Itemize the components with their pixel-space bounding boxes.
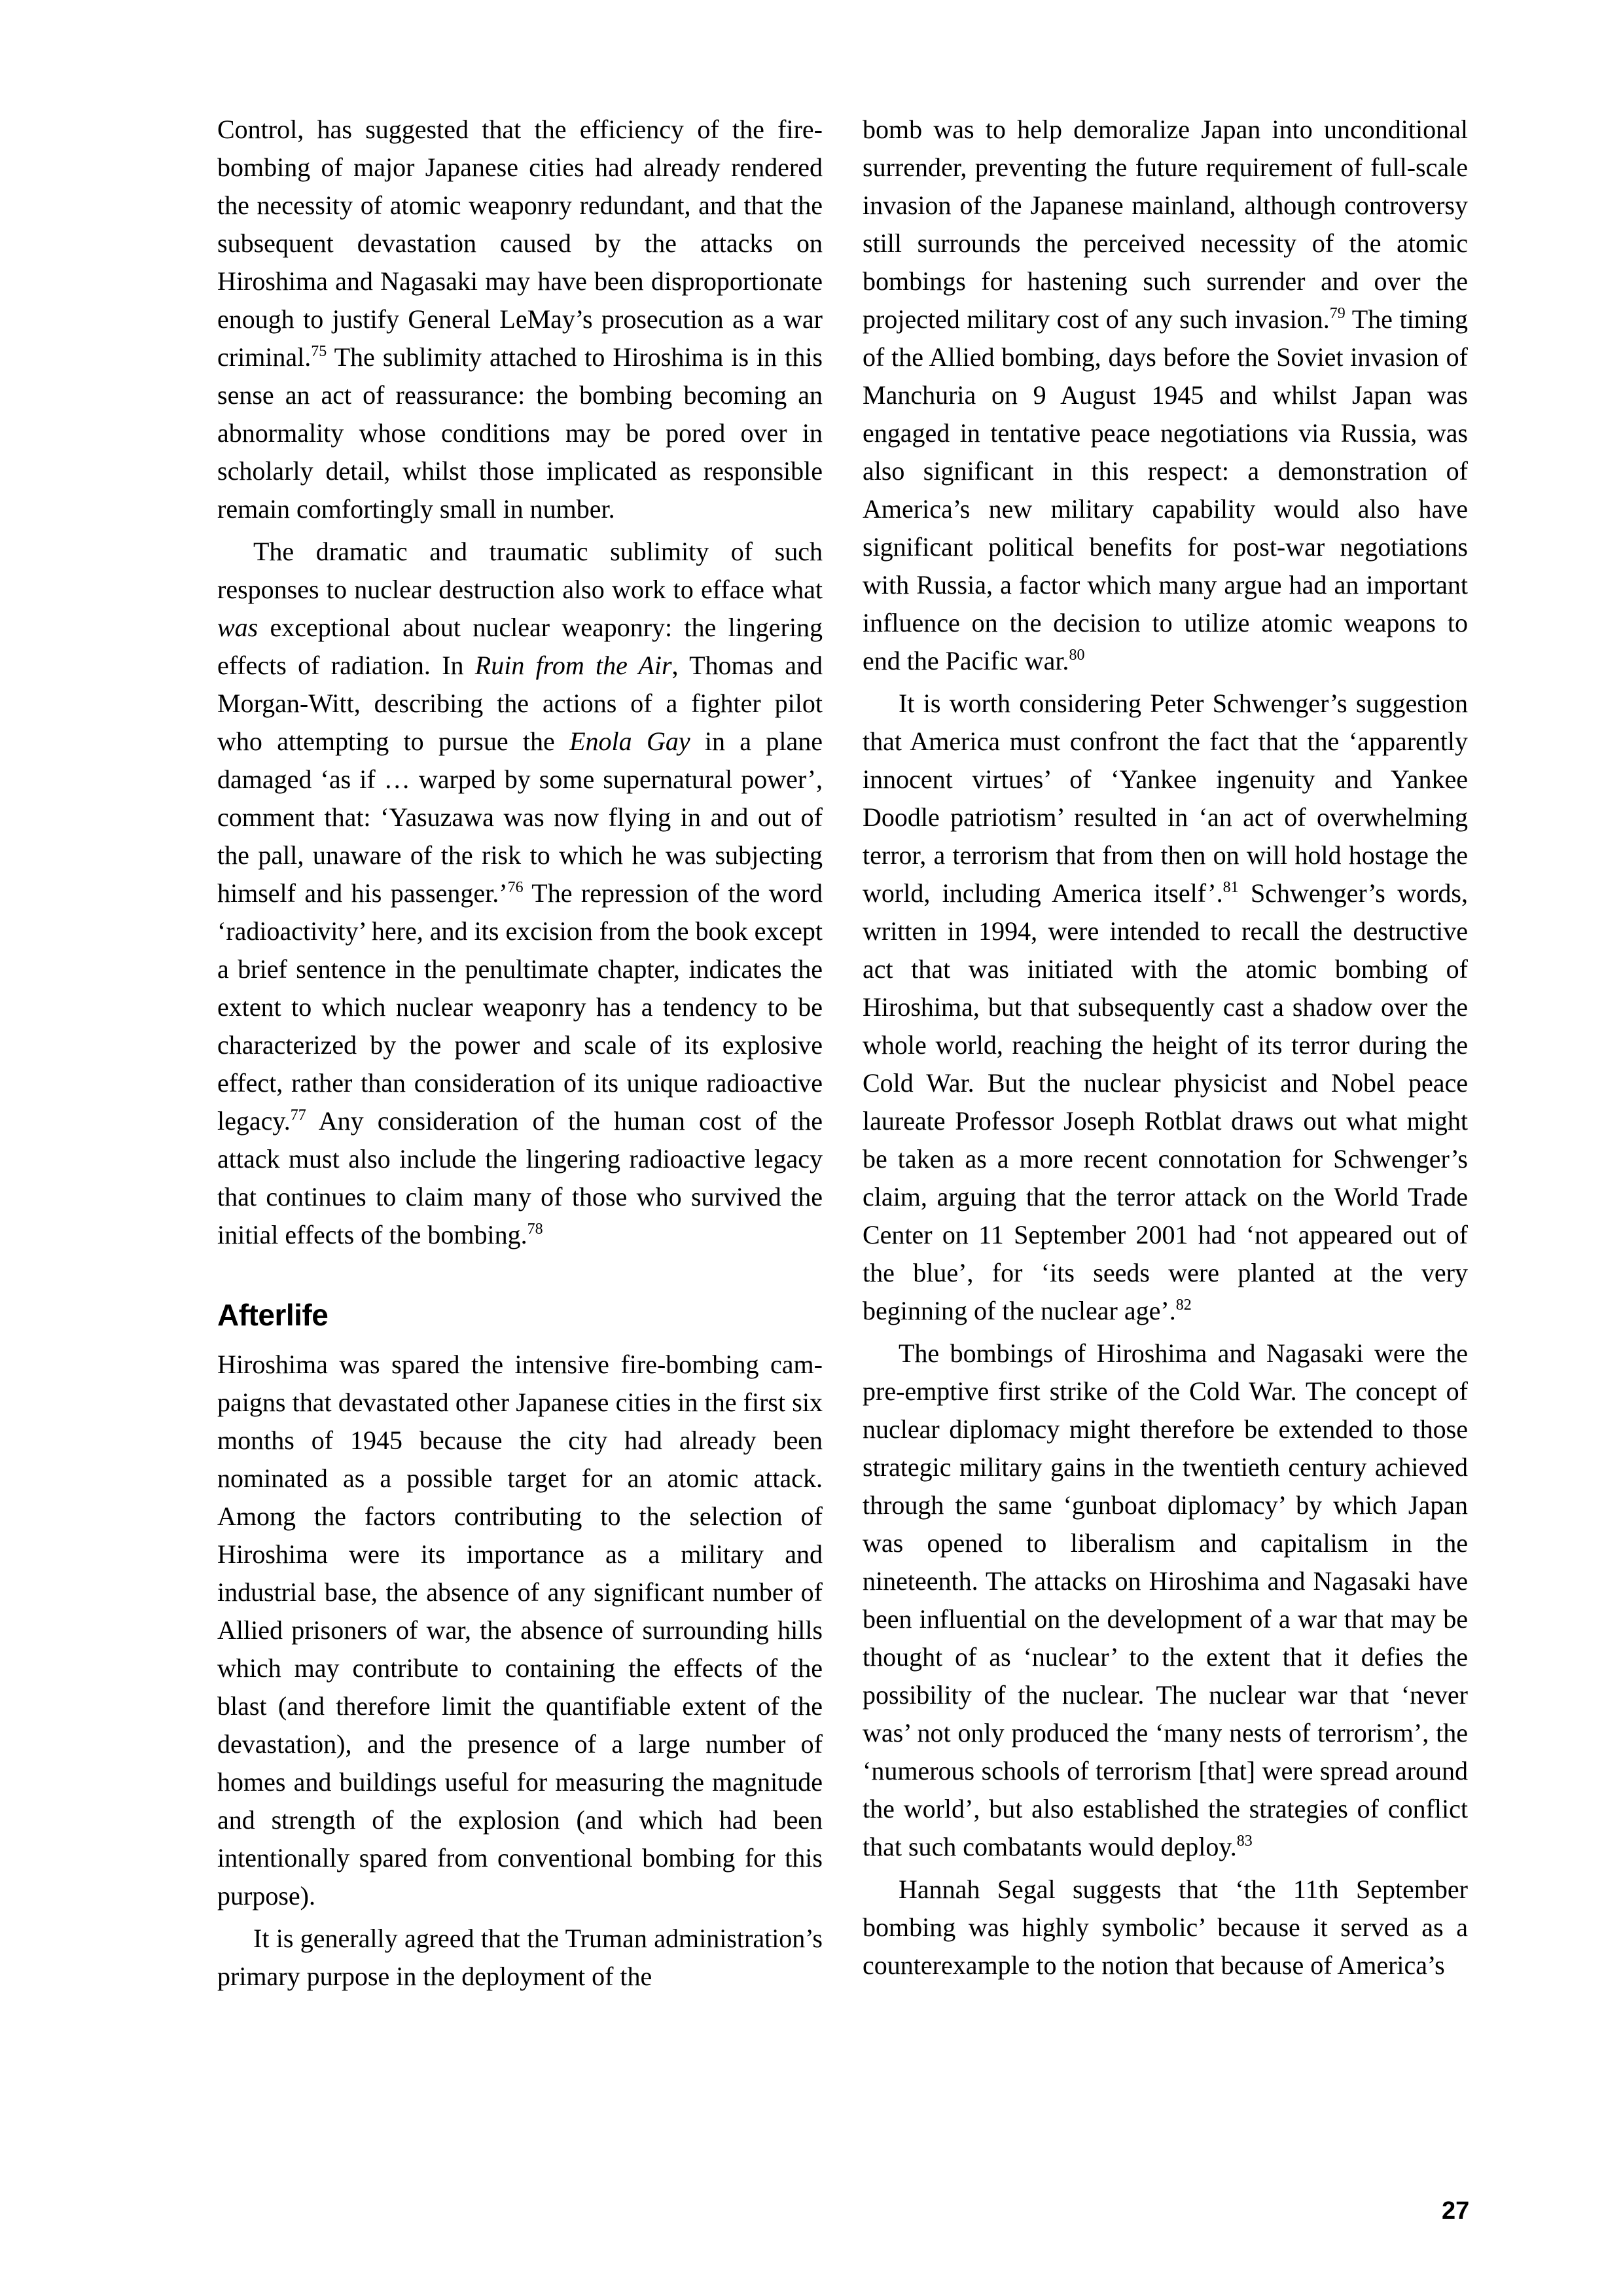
footnote-ref[interactable]: 82 bbox=[1175, 1297, 1192, 1314]
paragraph bbox=[217, 1346, 823, 1915]
text-run: Schwenger’s words, written in 1994, were intended to recall the destructive act that was initiated with the atomic bombing of Hiroshima, but that subsequently cast a shadow over the whole world, reaching the height of its terror during the Cold War. But the nuclear physicist and Nobel peace laureate Professor Joseph Rotblat draws out what might be taken as a more recent connotation for Schwenger’s claim, arguing that the terror attack on the World Trade Center on 11 September 2001 had ‘not appeared out of the blue’, for ‘its seeds were planted at the very beginning of the nuclear age’. bbox=[863, 878, 1468, 1325]
paragraph bbox=[863, 1335, 1468, 1866]
footnote-ref[interactable]: 75 bbox=[311, 343, 327, 360]
text-run: , Thomas and Morgan-Witt, describing the actions of a fighter pilot who attempting to pursue the bbox=[217, 651, 823, 756]
text-run: Control, has suggested that the efficiency of the fire-bombing of major Japanese cities had already rendered the necessity of atomic weaponry redundant, and that the subsequent devastation caused by the attacks on Hiroshima and Nagasaki may have been disproportionate enough to justify General LeMay’s prosecution as a war criminal. bbox=[217, 115, 823, 372]
footnote-ref[interactable]: 77 bbox=[290, 1107, 306, 1124]
page-number: 27 bbox=[1442, 2197, 1470, 2225]
footnote-ref[interactable]: 76 bbox=[507, 879, 524, 896]
text-run: Hiroshima was spared the intensive fire-bombing campaigns that devastated other Japanese cities in the first six months of 1945 because the city had already been nominated as a possible target for an atomic attack. Among the factors contributing to the selection of Hiroshima were its importance as a military and industrial base, the absence of any significant number of Allied prisoners of war, the absence of surrounding hills which may contribute to containing the effects of the blast (and therefore limit the quantifiable extent of the devastation), and the presence of a large number of homes and buildings useful for measuring the magnitude and strength of the explosion (and which had been intentionally spared from conventional bombing for this purpose). bbox=[217, 1350, 823, 1910]
text-run: It is worth considering Peter Schwenger’s suggestion that America must confront the fact that the ‘apparently innocent virtues’ of ‘Yankee ingenuity and Yankee Doodle patriotism’ resulted in ‘an act of overwhelming terror, a terrorism that from then on will hold hostage the world, including America itself’. bbox=[863, 689, 1468, 908]
book-title: Ruin from the Air bbox=[474, 651, 672, 680]
paragraph bbox=[863, 1871, 1468, 1984]
paragraph bbox=[863, 111, 1468, 680]
footnote-ref[interactable]: 83 bbox=[1236, 1833, 1253, 1850]
text-run: The timing of the Allied bombing, days before the Soviet invasion of Manchuria on 9 August 1945 and whilst Japan was engaged in tentative peace negotiations via Russia, was also significant in this respect: a demonstration of America’s new military capability would also have significant political benefits for post-war negotiations with Russia, a factor which many argue had an important influence on the decision to utilize atomic weapons to end the Pacific war. bbox=[863, 304, 1468, 675]
section-heading: Afterlife bbox=[217, 1298, 329, 1332]
right-column bbox=[863, 111, 1468, 1989]
footnote-ref[interactable]: 81 bbox=[1222, 879, 1239, 896]
text-run: Any consideration of the human cost of the attack must also include the lingering radioactive legacy that continues to claim many of those who survived the initial effects of the bombing. bbox=[217, 1106, 823, 1249]
text-run: in a plane damaged ‘as if … warped by some supernatural power’, comment that: ‘Yasuzawa was now flying in and out of the pall, unaware of the risk to which he was subjecting himself and his passenger.’ bbox=[217, 726, 823, 908]
paragraph bbox=[217, 533, 823, 1254]
text-run: Hannah Segal suggests that ‘the 11th September bombing was highly symbolic’ because it served as a counterexample to the notion that because of America’s bbox=[863, 1874, 1468, 1980]
paragraph bbox=[217, 111, 823, 528]
left-column bbox=[217, 111, 823, 2000]
emphasis: was bbox=[217, 613, 259, 642]
aircraft-name: Enola Gay bbox=[569, 726, 690, 756]
text-run: The bombings of Hiroshima and Nagasaki were the pre-emptive first strike of the Cold War. The concept of nuclear diplomacy might therefore be extended to those strategic military gains in the twentieth century achieved through the same ‘gunboat diplomacy’ by which Japan was opened to liberalism and capitalism in the nineteenth. The attacks on Hiroshima and Nagasaki have been influential on the development of a war that may be thought of as ‘nuclear’ to the extent that it defies the possibility of the nuclear. The nuclear war that ‘never was’ not only produced the ‘many nests of terrorism’, the ‘numerous schools of terrorism [that] were spread around the world’, but also established the strategies of conflict that such combatants would deploy. bbox=[863, 1338, 1468, 1861]
footnote-ref[interactable]: 79 bbox=[1329, 305, 1346, 322]
text-run: bomb was to help demoralize Japan into unconditional surrender, preventing the future requirement of full-scale invasion of the Japanese mainland, although controversy still surrounds the perceived necessity of the atomic bombings for hastening such surrender and over the projected military cost of any such invasion. bbox=[863, 115, 1468, 334]
text-run: The sublimity attached to Hiroshima is in this sense an act of reassurance: the bombing becoming an abnormality whose conditions may be pored over in scholarly detail, whilst those implicated as responsible remain comfortingly small in number. bbox=[217, 342, 823, 524]
text-run: It is generally agreed that the Truman administration’s primary purpose in the deployment of the bbox=[217, 1924, 823, 1991]
text-run: exceptional about nuclear weaponry: the lingering effects of radiation. In bbox=[217, 613, 823, 680]
text-run: The repression of the word ‘radioactivity’ here, and its excision from the book except a brief sentence in the penultimate chapter, indicates the extent to which nuclear weaponry has a tendency to be characterized by the power and scale of its explosive effect, rather than consideration of its unique radioactive legacy. bbox=[217, 878, 823, 1136]
footnote-ref[interactable]: 78 bbox=[527, 1221, 543, 1238]
text-run: The dramatic and traumatic sublimity of such responses to nuclear destruction also work to efface what bbox=[217, 537, 823, 604]
footnote-ref[interactable]: 80 bbox=[1069, 647, 1085, 664]
paragraph bbox=[863, 685, 1468, 1330]
paragraph bbox=[217, 1920, 823, 1996]
